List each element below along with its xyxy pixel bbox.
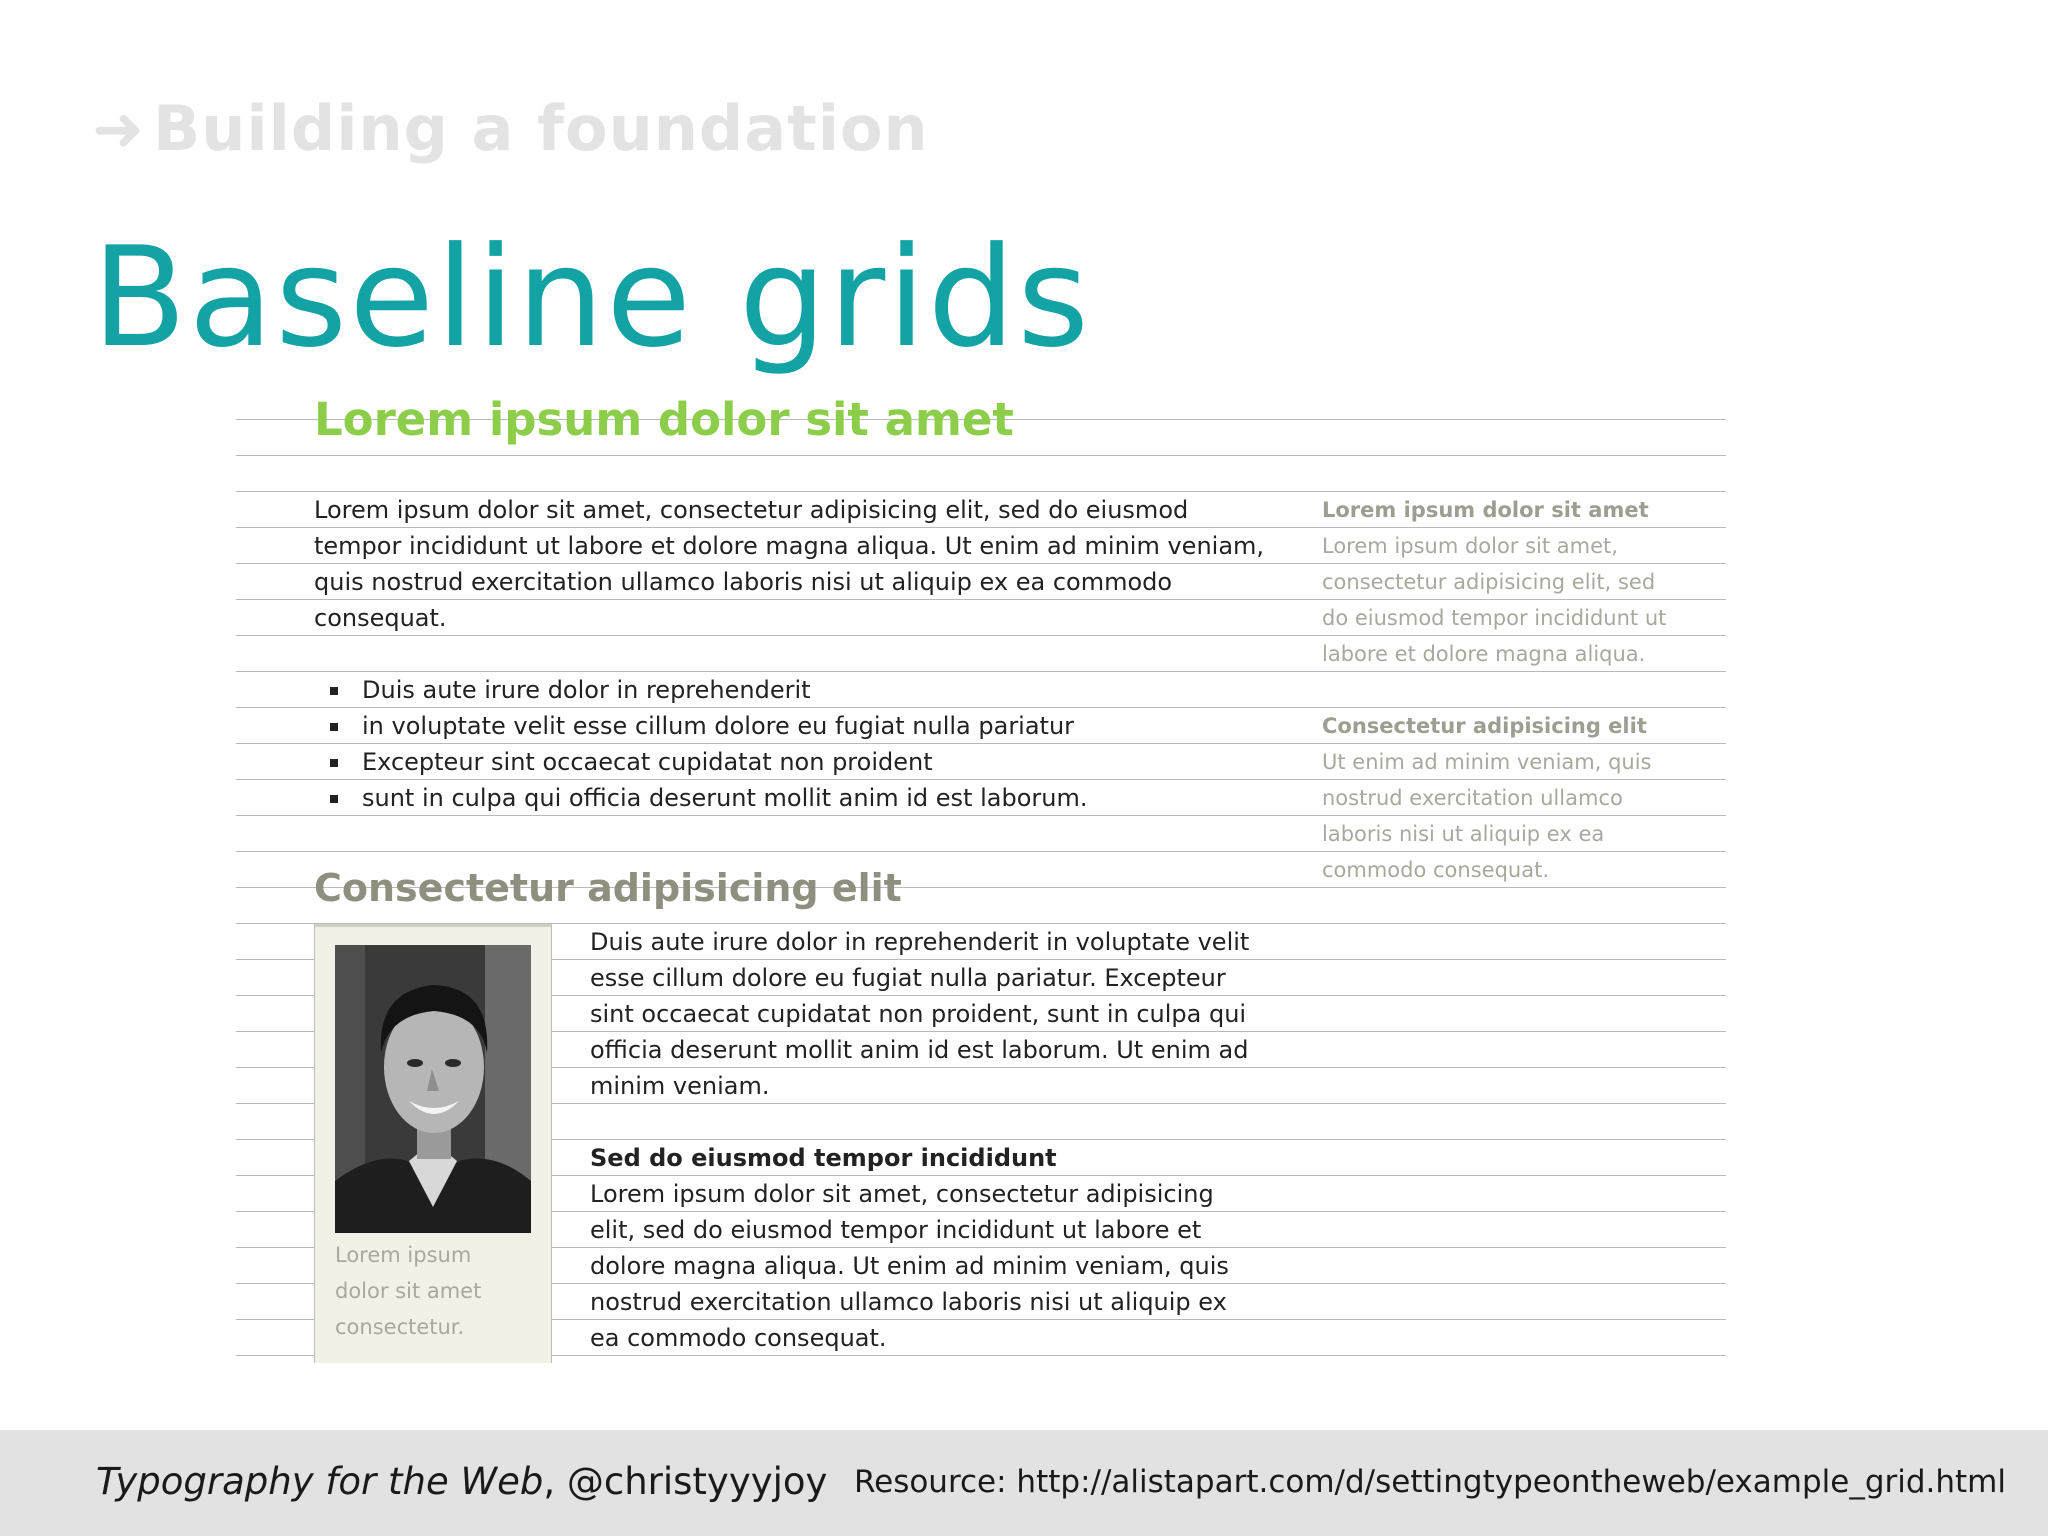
sidebar-line: nostrud exercitation ullamco — [1322, 786, 1623, 810]
portrait-photo — [335, 945, 531, 1233]
paragraph-line: Lorem ipsum dolor sit amet, consectetur adipisicing elit, sed do eiusmod — [314, 496, 1189, 524]
list-item: Duis aute irure dolor in reprehenderit — [314, 672, 1087, 708]
figure-text-line: ea commodo consequat. — [590, 1324, 887, 1352]
arrow-right-icon: ➜ — [92, 92, 145, 165]
footer-credit — [96, 1460, 827, 1503]
caption-line: consectetur. — [335, 1315, 465, 1339]
sidebar-line: Lorem ipsum dolor sit amet, — [1322, 534, 1618, 558]
sidebar-line: labore et dolore magna aliqua. — [1322, 642, 1646, 666]
slide-title: Baseline grids — [92, 217, 1092, 378]
figure-caption — [335, 1237, 481, 1345]
example-bullet-list — [314, 672, 1087, 816]
figure-text-line: Duis aute irure dolor in reprehenderit in voluptate velit — [590, 928, 1250, 956]
list-item: sunt in culpa qui officia deserunt mollit anim id est laborum. — [314, 780, 1087, 816]
example-subheading: Consectetur adipisicing elit — [314, 866, 902, 910]
paragraph-line: quis nostrud exercitation ullamco laboris nisi ut aliquip ex ea commodo — [314, 568, 1173, 596]
example-sidebar — [1322, 492, 1666, 888]
caption-line: Lorem ipsum — [335, 1243, 472, 1267]
figure-text-line: officia deserunt mollit anim id est laborum. Ut enim ad — [590, 1036, 1249, 1064]
sidebar-line: consectetur adipisicing elit, sed — [1322, 570, 1656, 594]
footer-bar — [0, 1430, 2048, 1536]
book-title: Typography for the Web — [96, 1460, 544, 1503]
example-heading: Lorem ipsum dolor sit amet — [314, 393, 1014, 446]
sidebar-title: Consectetur adipisicing elit — [1322, 714, 1647, 738]
sidebar-title: Lorem ipsum dolor sit amet — [1322, 498, 1649, 522]
list-item: in voluptate velit esse cillum dolore eu fugiat nulla pariatur — [314, 708, 1087, 744]
figure-text — [590, 924, 1249, 1356]
baseline-grid-example — [236, 384, 1726, 1360]
example-paragraph — [314, 492, 1264, 636]
figure-text-line: Lorem ipsum dolor sit amet, consectetur adipisicing — [590, 1180, 1214, 1208]
figure-bold-heading: Sed do eiusmod tempor incididunt — [590, 1144, 1057, 1172]
figure-text-line: elit, sed do eiusmod tempor incididunt ut labore et — [590, 1216, 1202, 1244]
caption-line: dolor sit amet — [335, 1279, 482, 1303]
figure-text-line: dolore magna aliqua. Ut enim ad minim veniam, quis — [590, 1252, 1229, 1280]
section-kicker — [92, 92, 929, 165]
sidebar-line: commodo consequat. — [1322, 858, 1549, 882]
author-handle: , @christyyyjoy — [543, 1460, 828, 1503]
sidebar-line: do eiusmod tempor incididunt ut — [1322, 606, 1667, 630]
figure-text-line: minim veniam. — [590, 1072, 770, 1100]
figure-text-line: esse cillum dolore eu fugiat nulla pariatur. Excepteur — [590, 964, 1226, 992]
figure-text-line: nostrud exercitation ullamco laboris nisi ut aliquip ex — [590, 1288, 1227, 1316]
sidebar-line: laboris nisi ut aliquip ex ea — [1322, 822, 1605, 846]
kicker-text: Building a foundation — [152, 92, 929, 165]
resource-link[interactable]: Resource: http://alistapart.com/d/settingtypeontheweb/example_grid.html — [853, 1464, 2006, 1500]
figure-box — [314, 924, 552, 1363]
paragraph-line: tempor incididunt ut labore et dolore magna aliqua. Ut enim ad minim veniam, — [314, 532, 1265, 560]
figure-text-line: sint occaecat cupidatat non proident, sunt in culpa qui — [590, 1000, 1247, 1028]
paragraph-line: consequat. — [314, 604, 447, 632]
list-item: Excepteur sint occaecat cupidatat non proident — [314, 744, 1087, 780]
sidebar-line: Ut enim ad minim veniam, quis — [1322, 750, 1652, 774]
